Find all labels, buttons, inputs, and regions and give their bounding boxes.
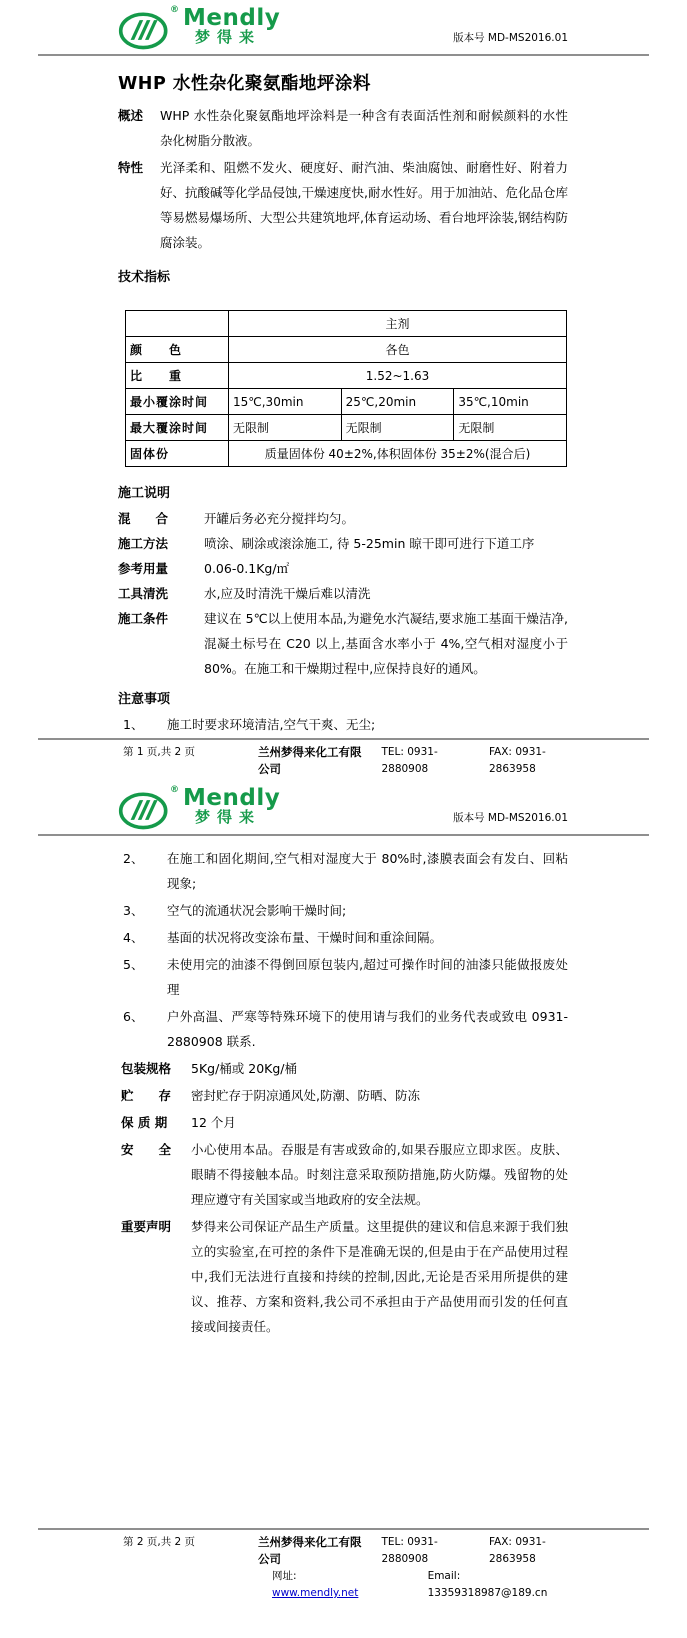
- note-number: 5、: [123, 957, 144, 972]
- brand-subname: 梦得来: [195, 28, 262, 46]
- version-label: 版本号 MD-MS2016.01: [453, 811, 568, 824]
- field-text: 梦得来公司保证产品生产质量。这里提供的建议和信息来源于我们独立的实验室,在可控的条件下是准确无误的,但是由于在产品使用过程中,我们无法进行直接和持续的控制,因此,无论是否采用所提供的建议、推荐、方案和资料,我公司不承担由于产品使用而引发的任何直接或间接责任。: [191, 1219, 568, 1334]
- tel-value: 0931-2880908: [381, 1536, 438, 1565]
- email-value: 13359318987@189.cn: [427, 1587, 548, 1599]
- brand-name: Mendly: [183, 5, 281, 31]
- web-label: 网址:: [272, 1570, 297, 1582]
- note-number: 2、: [123, 851, 144, 866]
- spec-solids-label: 固体份: [126, 441, 229, 467]
- registered-mark: ®: [170, 785, 179, 795]
- field-text: 密封贮存于阴凉通风处,防潮、防晒、防冻: [191, 1088, 420, 1103]
- note-item-5: [123, 952, 568, 1002]
- construction-item-mixing: [118, 506, 568, 531]
- table-row: [126, 389, 567, 415]
- spec-max-recoat-label: 最大覆涂时间: [126, 415, 229, 441]
- field-text: 5Kg/桶或 20Kg/桶: [191, 1061, 298, 1076]
- tel-value: 0931-2880908: [381, 746, 438, 775]
- brand-subname: 梦得来: [195, 808, 262, 826]
- brand-logo: [118, 787, 280, 833]
- table-row: [126, 311, 567, 337]
- field-text: 小心使用本品。吞服是有害或致命的,如果吞服应立即求医。皮肤、眼睛不得接触本品。时刻注意采取预防措施,防火防爆。残留物的处理应遵守有关国家或当地政府的安全法规。: [191, 1142, 568, 1207]
- construction-heading: 施工说明: [118, 486, 171, 501]
- table-row: [126, 337, 567, 363]
- note-item-2: [123, 846, 568, 896]
- construction-label: 工具清洗: [118, 586, 169, 601]
- table-row: [126, 441, 567, 467]
- spec-max-recoat-25c: 无限制: [341, 415, 454, 441]
- construction-label: 混 合: [118, 511, 169, 526]
- features-label: 特性: [118, 160, 144, 175]
- note-number: 3、: [123, 903, 144, 918]
- field-label: 重要声明: [121, 1219, 172, 1234]
- notes-heading: 注意事项: [118, 692, 171, 707]
- brand-text: [183, 7, 280, 46]
- registered-mark: ®: [170, 5, 179, 15]
- table-row: [126, 363, 567, 389]
- construction-item-cleaning: [118, 581, 568, 606]
- spec-empty-cell: [126, 311, 229, 337]
- overview-label: 概述: [118, 108, 144, 123]
- website-link[interactable]: www.mendly.net: [272, 1587, 359, 1599]
- note-number: 1、: [123, 717, 144, 732]
- features-section: [118, 155, 568, 255]
- web-info: [272, 1568, 382, 1602]
- page2-header: [0, 780, 687, 834]
- field-shelf-life: [121, 1110, 568, 1135]
- page-number: 第 1 页,共 2 页: [123, 746, 196, 758]
- note-number: 4、: [123, 930, 144, 945]
- spec-color-label: 颜 色: [126, 337, 229, 363]
- company-name: 兰州梦得来化工有限公司: [258, 1535, 362, 1566]
- note-item-1: [123, 712, 568, 737]
- page-title: WHP 水性杂化聚氨酯地坪涂料: [118, 74, 371, 94]
- construction-text: 喷涂、刷涂或滚涂施工, 待 5-25min 晾干即可进行下道工序: [204, 536, 535, 551]
- spec-table: [125, 310, 567, 467]
- overview-text: WHP 水性杂化聚氨酯地坪涂料是一种含有表面活性剂和耐候颜料的水性杂化树脂分散液。: [160, 108, 568, 148]
- field-storage: [121, 1083, 568, 1108]
- brand-name: Mendly: [183, 785, 281, 811]
- field-label: 包装规格: [121, 1061, 172, 1076]
- tel-label: TEL:: [381, 1536, 404, 1548]
- brand-logo: [118, 7, 280, 53]
- spec-max-recoat-35c: 无限制: [454, 415, 567, 441]
- note-item-4: [123, 925, 568, 950]
- note-text: 在施工和固化期间,空气相对湿度大于 80%时,漆膜表面会有发白、回粘现象;: [167, 851, 568, 891]
- construction-item-conditions: [118, 606, 568, 681]
- spec-min-recoat-label: 最小覆涂时间: [126, 389, 229, 415]
- fax-label: FAX:: [488, 746, 512, 758]
- note-text: 基面的状况将改变涂布量、干燥时间和重涂间隔。: [167, 930, 443, 945]
- construction-label: 施工条件: [118, 611, 169, 626]
- tel-info: [381, 1534, 469, 1568]
- spec-col-header: 主剂: [229, 311, 567, 337]
- construction-label: 参考用量: [118, 561, 169, 576]
- overview-section: [118, 103, 568, 153]
- construction-item-dosage: [118, 556, 568, 581]
- field-safety: [121, 1137, 568, 1212]
- fax-value: 0931-2863958: [488, 746, 546, 775]
- email-label: Email:: [427, 1570, 461, 1582]
- construction-text: 0.06-0.1Kg/㎡: [204, 561, 290, 576]
- construction-item-method: [118, 531, 568, 556]
- header-rule: [38, 54, 649, 56]
- page-2: [0, 780, 687, 1638]
- note-item-6: [123, 1004, 568, 1054]
- brand-text: [183, 787, 280, 826]
- construction-text: 建议在 5℃以上使用本品,为避免水汽凝结,要求施工基面干燥洁净, 混凝土标号在 C20 以上,基面含水率小于 4%,空气相对湿度小于 80%。在施工和干燥期过程中,应保持良好的通风。: [204, 611, 568, 676]
- note-text: 户外高温、严寒等特殊环境下的使用请与我们的业务代表或致电 0931-2880908 联系.: [167, 1009, 568, 1049]
- note-text: 未使用完的油漆不得倒回原包装内,超过可操作时间的油漆只能做报废处理: [167, 957, 568, 997]
- features-text: 光泽柔和、阻燃不发火、硬度好、耐汽油、柴油腐蚀、耐磨性好、附着力好、抗酸碱等化学品侵蚀,干燥速度快,耐水性好。用于加油站、危化品仓库等易燃易爆场所、大型公共建筑地坪,体育运动场、看台地坪涂装,钢结构防腐涂装。: [160, 160, 568, 250]
- fax-label: FAX:: [488, 1536, 512, 1548]
- footer-rule: [38, 738, 649, 740]
- tech-heading: 技术指标: [118, 270, 171, 285]
- spec-solids-value: 质量固体份 40±2%,体积固体份 35±2%(混合后): [229, 441, 567, 467]
- mendly-logo-icon: [118, 787, 172, 833]
- note-item-3: [123, 898, 568, 923]
- construction-text: 水,应及时清洗干燥后难以清洗: [204, 586, 371, 601]
- fax-info: [489, 744, 577, 778]
- spec-density-label: 比 重: [126, 363, 229, 389]
- fax-info: [489, 1534, 577, 1568]
- mendly-logo-icon: [118, 7, 172, 53]
- tel-label: TEL:: [381, 746, 404, 758]
- table-row: [126, 415, 567, 441]
- field-label: 贮 存: [121, 1088, 172, 1103]
- spec-color-value: 各色: [229, 337, 567, 363]
- page1-header: [0, 0, 687, 54]
- spec-density-value: 1.52~1.63: [229, 363, 567, 389]
- footer-rule: [38, 1528, 649, 1530]
- company-name: 兰州梦得来化工有限公司: [258, 745, 362, 776]
- field-text: 12 个月: [191, 1115, 236, 1130]
- version-label: 版本号 MD-MS2016.01: [453, 31, 568, 44]
- spec-max-recoat-15c: 无限制: [229, 415, 342, 441]
- page-1: [0, 0, 687, 780]
- note-text: 施工时要求环境清洁,空气干爽、无尘;: [167, 717, 376, 732]
- page-number: 第 2 页,共 2 页: [123, 1536, 196, 1548]
- field-packaging: [121, 1056, 568, 1081]
- spec-min-recoat-25c: 25℃,20min: [341, 389, 454, 415]
- fax-value: 0931-2863958: [488, 1536, 546, 1565]
- email-info: [428, 1568, 577, 1602]
- construction-text: 开罐后务必充分搅拌均匀。: [204, 511, 355, 526]
- field-disclaimer: [121, 1214, 568, 1339]
- tel-info: [381, 744, 469, 778]
- field-label: 保 质 期: [121, 1115, 168, 1130]
- note-number: 6、: [123, 1009, 144, 1024]
- page2-footer: [0, 1528, 687, 1602]
- spec-min-recoat-35c: 35℃,10min: [454, 389, 567, 415]
- field-label: 安 全: [121, 1142, 172, 1157]
- header-rule: [38, 834, 649, 836]
- spec-min-recoat-15c: 15℃,30min: [229, 389, 342, 415]
- construction-label: 施工方法: [118, 536, 169, 551]
- note-text: 空气的流通状况会影响干燥时间;: [167, 903, 347, 918]
